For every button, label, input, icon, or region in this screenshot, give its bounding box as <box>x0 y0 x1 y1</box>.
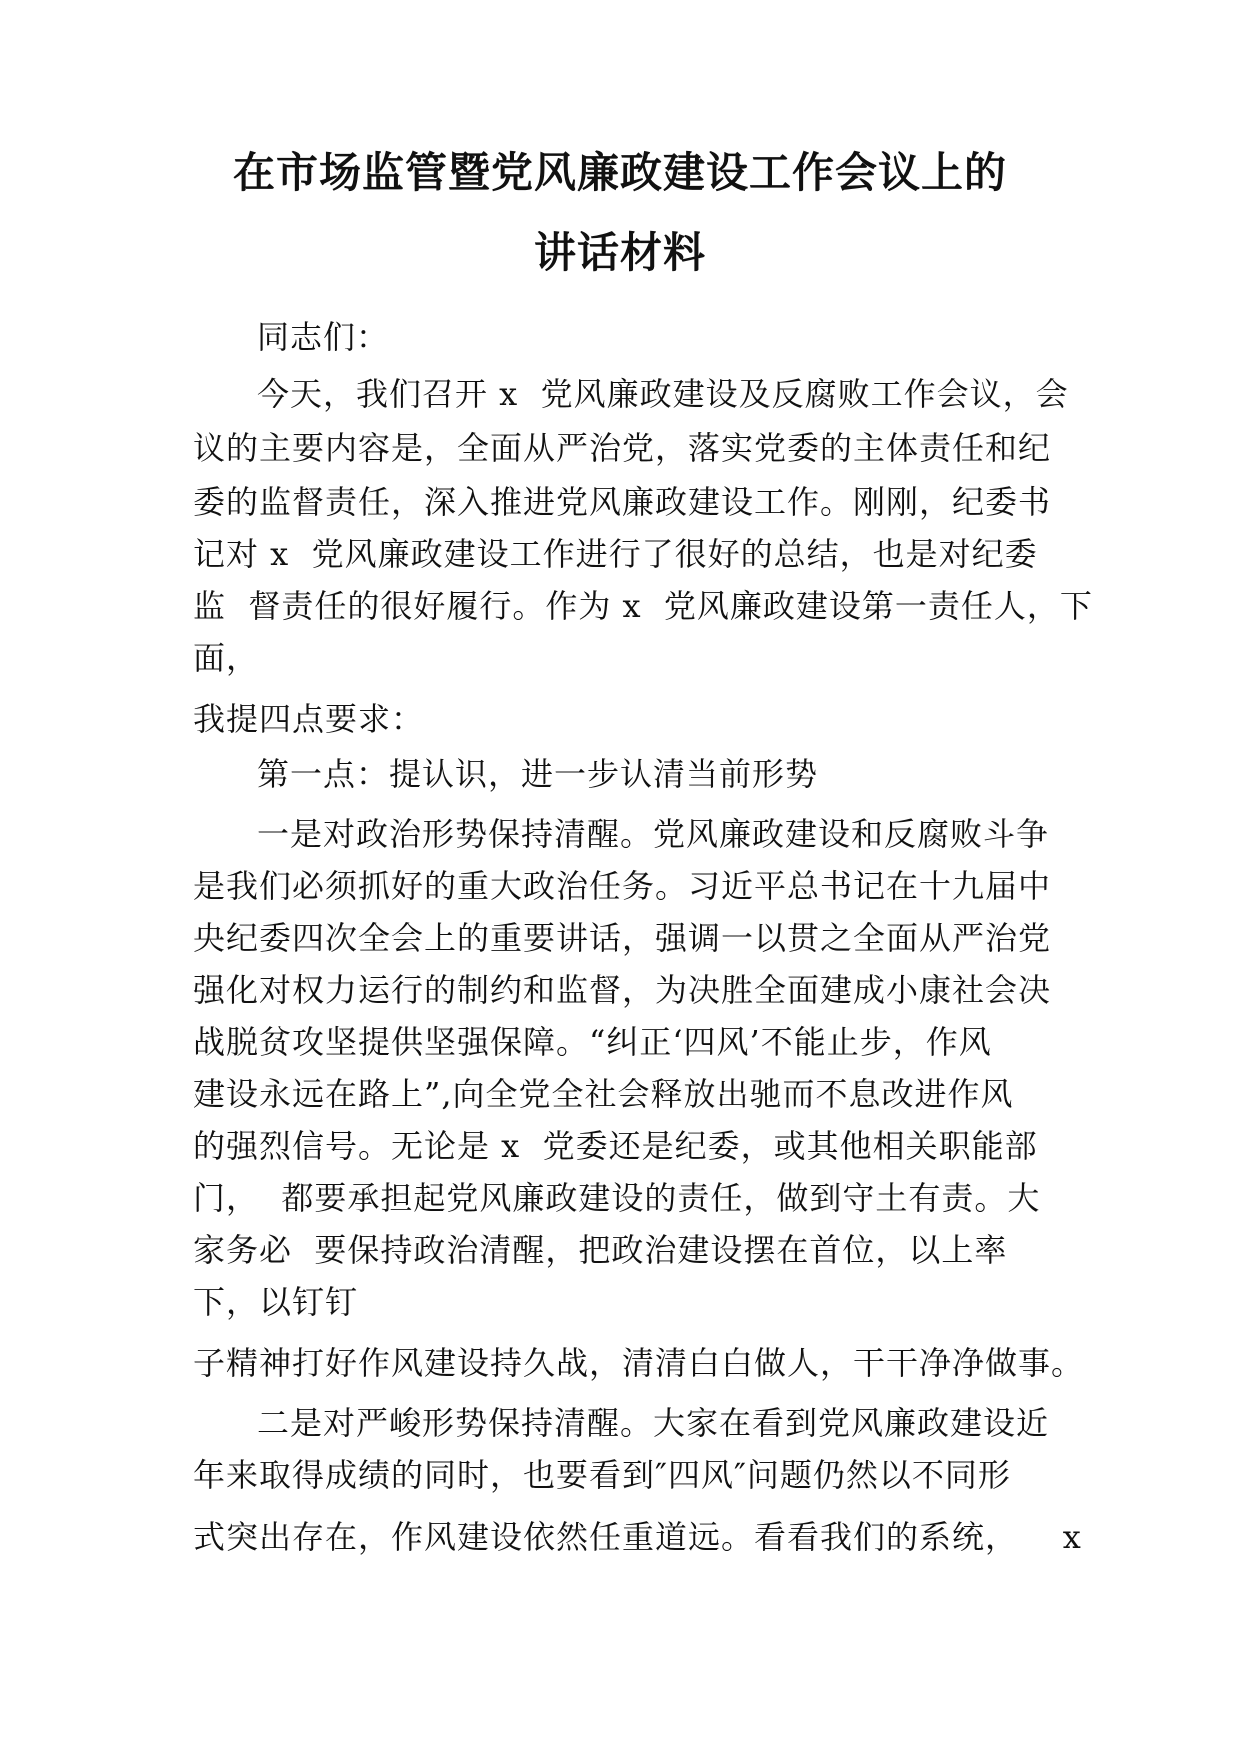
document-title-line-1: 在市场监管暨党风廉政建设工作会议上的 <box>232 148 1007 197</box>
body-line: 式突出存在，作风建设依然任重道远。看看我们的系统， x <box>193 1518 1082 1556</box>
body-line: 一是对政治形势保持清醒。党风廉政建设和反腐败斗争 <box>257 815 1050 853</box>
body-line: 子精神打好作风建设持久战，清清白白做人，干干净净做事。 <box>193 1344 1085 1382</box>
body-line: 强化对权力运行的制约和监督，为决胜全面建成小康社会决 <box>193 971 1052 1009</box>
body-line: 我提四点要求： <box>193 700 425 738</box>
body-line: 议的主要内容是，全面从严治党，落实党委的主体责任和纪 <box>193 429 1052 467</box>
body-line: 监 督责任的很好履行。作为 x 党风廉政建设第一责任人，下 <box>193 587 1093 625</box>
body-line: 的强烈信号。无论是 x 党委还是纪委，或其他相关职能部 <box>193 1127 1038 1165</box>
body-line: 今天，我们召开 x 党风廉政建设及反腐败工作会议，会 <box>257 375 1069 413</box>
body-line: 委的监督责任，深入推进党风廉政建设工作。刚刚，纪委书 <box>193 483 1052 521</box>
body-line: 建设永远在路上”,向全党全社会释放出驰而不息改进作风 <box>193 1075 1014 1113</box>
body-line: 记对 x 党风廉政建设工作进行了很好的总结，也是对纪委 <box>193 535 1038 573</box>
body-line: 是我们必须抓好的重大政治任务。习近平总书记在十九届中 <box>193 867 1052 905</box>
body-line: 家务必 要保持政治清醒，把政治建设摆在首位，以上率 <box>193 1231 1008 1269</box>
body-line: 战脱贫攻坚提供坚强保障。“纠正‘四风’不能止步，作风 <box>193 1023 992 1061</box>
body-line: 面， <box>193 639 260 677</box>
body-line: 门， 都要承担起党风廉政建设的责任，做到守土有责。大 <box>193 1179 1041 1217</box>
body-line: 央纪委四次全会上的重要讲话，强调一以贯之全面从严治党 <box>193 919 1052 957</box>
document-title-line-2: 讲话材料 <box>533 228 706 277</box>
body-line: 年来取得成绩的同时，也要看到″四风″问题仍然以不同形 <box>193 1456 1011 1494</box>
salutation: 同志们： <box>257 318 390 356</box>
body-line: 二是对严峻形势保持清醒。大家在看到党风廉政建设近 <box>257 1404 1050 1442</box>
section-heading: 第一点：提认识，进一步认清当前形势 <box>257 755 819 793</box>
body-line: 下，以钉钉 <box>193 1283 359 1321</box>
